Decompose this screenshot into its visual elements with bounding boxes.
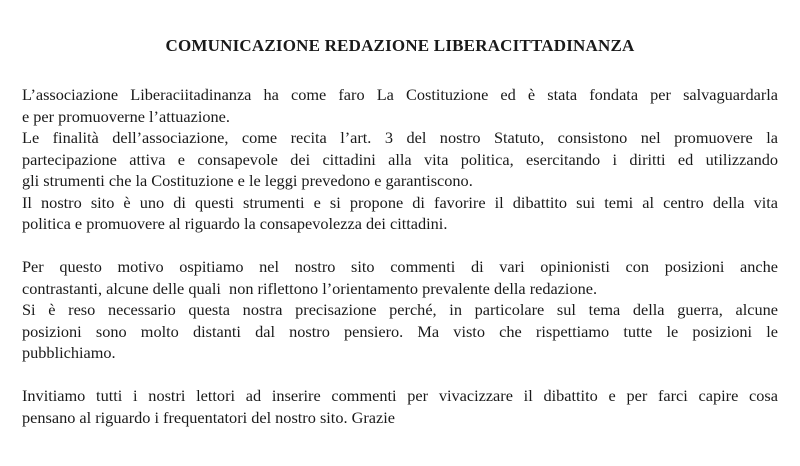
text-line: Per questo motivo ospitiamo nel nostro sito commenti di vari opinionisti con posizioni anche [22,257,778,276]
paragraph-group [22,385,778,428]
paragraph [22,84,778,127]
text-line: contrastanti, alcune delle quali non riflettono l’orientamento prevalente della redazione. [22,278,598,298]
text-line: Le finalità dell’associazione, come recita l’art. 3 del nostro Statuto, consistono nel promuovere la [22,128,778,147]
text-line: e per promuoverne l’attuazione. [22,106,230,126]
text-line: posizioni sono molto distanti dal nostro pensiero. Ma visto che rispettiamo tutte le posizioni le [22,321,778,341]
document-body [22,84,778,428]
paragraph-group [22,256,778,364]
text-line: L’associazione Liberaciitadinanza ha come faro La Costituzione ed è stata fondata per salvaguardarla [22,85,778,104]
text-line: gli strumenti che la Costituzione e le leggi prevedono e garantiscono. [22,171,473,190]
paragraph [22,299,778,364]
text-line: Invitiamo tutti i nostri lettori ad inserire commenti per vivacizzare il dibattito e per farci capire cosa [22,386,778,405]
paragraph [22,256,778,299]
paragraph-group [22,84,778,235]
paragraph [22,127,778,192]
text-line: partecipazione attiva e consapevole dei cittadini alla vita politica, esercitando i diritti ed utilizzando [22,149,778,169]
text-line: politica e promuovere al riguardo la consapevolezza dei cittadini. [22,214,448,233]
text-line: Si è reso necessario questa nostra precisazione perché, in particolare sul tema della guerra, alcune [22,300,778,319]
text-line: Il nostro sito è uno di questi strumenti e si propone di favorire il dibattito sui temi al centro della vita [22,192,778,212]
paragraph [22,385,778,428]
text-line: pubblichiamo. [22,343,116,362]
text-line: pensano al riguardo i frequentatori del nostro sito. Grazie [22,407,395,427]
paragraph [22,192,778,235]
document-title: COMUNICAZIONE REDAZIONE LIBERACITTADINANZA [165,36,635,55]
